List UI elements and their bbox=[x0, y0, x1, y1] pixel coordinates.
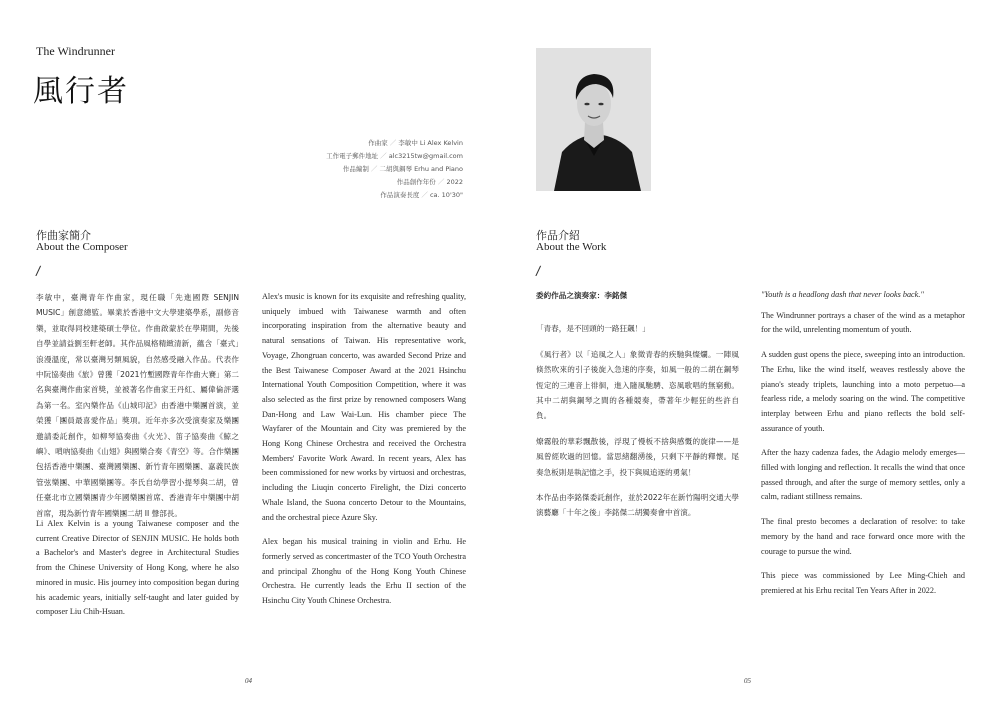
composer-en-paragraph-3: Alex began his musical training in violin and Erhu. He formerly served as concertmaster of the TCO Youth Orchestra and principal Zhonghu of the Hong Kong Youth Chinese Orchestra. He currently leads the Erhu II section of the Hsinchu City Youth Chinese Orchestra. bbox=[262, 537, 466, 606]
work-en-paragraph-1: The Windrunner portrays a chaser of the wind as a metaphor for the wild, unrelenting momentum of youth. bbox=[761, 310, 965, 335]
page-number-left: 04 bbox=[245, 677, 252, 685]
work-zh-quote: 「青春，是不回頭的一路狂飆！」 bbox=[536, 324, 650, 334]
composer-bio-en-part1 bbox=[36, 517, 239, 617]
work-en-paragraph-4: The final presto becomes a declaration of resolve: to take memory by the hand and race forward once more with the courage to pursue the wind. bbox=[761, 517, 965, 556]
work-en-paragraph-2: A sudden gust opens the piece, sweeping into an introduction. The Erhu, like the wind itself, weaves restlessly above the piano's steady triplets, launching into a moto perpetuo—a fearless ride, a melody soaring on the wind. The competitive interplay between Erhu and piano reflects the bold self-assurance of youth. bbox=[761, 350, 965, 433]
work-zh-paragraph-2: 燎霧般的華彩飄散後，浮現了慢板不捨與感慨的旋律——是風曾經吹過的回憶。當思緒翻湧後，只剩下平靜的釋懷。尾奏急板則是執記憶之手，投下與風追逐的勇氣！ bbox=[536, 436, 739, 477]
meta-instrumentation: 作品編制 ／ 二胡與鋼琴 Erhu and Piano bbox=[342, 165, 463, 173]
work-en-quote: "Youth is a headlong dash that never looks back." bbox=[761, 290, 924, 299]
page-number-right: 05 bbox=[744, 677, 751, 685]
work-en-paragraph-5: This piece was commissioned by Lee Ming-Chieh and premiered at his Erhu recital Ten Years After in 2022. bbox=[761, 571, 965, 595]
portrait-illustration bbox=[536, 48, 651, 191]
meta-composer: 作曲家 ／ 李敏中 Li Alex Kelvin bbox=[368, 139, 463, 147]
work-heading-zh: 作品介紹 bbox=[536, 229, 580, 242]
work-meta bbox=[300, 137, 463, 202]
composer-slash-mark: / bbox=[34, 263, 42, 280]
composer-heading-zh: 作曲家簡介 bbox=[36, 229, 91, 242]
work-zh-paragraph-3: 本作品由李銘傑委託創作，並於2022年在新竹陽明交通大學演藝廳「十年之後」李銘傑二胡獨奏會中首演。 bbox=[536, 493, 739, 518]
composer-zh-paragraph: 李敏中，臺灣青年作曲家，現任職「先進國際 SENJIN MUSIC」創意總監。畢業於香港中文大學建築學系，副修音樂，並取得同校建築碩士學位。作曲啟蒙於在學期間，先後自學並請益劉至軒老師。其作品風格精緻清新，蘊含「臺式」浪漫溫度，常以臺灣另類風貌，自然感受融入作品。代表作中阮協奏曲《旅》曾獲「2021竹塹國際青年作曲大賽」第二名與臺灣作曲家首獎，並被著名作曲家王丹紅、屬偉倫評選為第一名。室內樂作品《山城印記》由香港中樂團首演，並榮獲「團員最喜愛作品」獎項。近年亦多次受演奏家及樂團邀請委託創作，如柳琴協奏曲《火光》、笛子協奏曲《鯨之嶼》、嗩吶協奏曲《山翅》與國樂合奏《青空》等。合作樂團包括香港中樂團、臺灣國樂團、新竹青年國樂團、嘉義民族管弦樂團、中華國樂團等。李氏自幼學習小提琴與二胡，曾任臺北市立國樂團青少年國樂團首席、香港青年中樂團中胡首席，現為新竹青年國樂團二胡 II 聲部長。 bbox=[36, 293, 239, 518]
work-slash-mark: / bbox=[534, 263, 542, 280]
commission-line: 委約作品之演奏家：李銘傑 bbox=[536, 291, 628, 300]
composer-heading-en: About the Composer bbox=[36, 241, 128, 253]
title-zh: 風行者 bbox=[33, 74, 129, 109]
composer-bio-zh bbox=[36, 290, 239, 531]
work-description-en bbox=[761, 288, 965, 609]
meta-email: 工作電子郵件地址 ／ alc3215tw@gmail.com bbox=[326, 152, 463, 160]
meta-year: 作品創作年份 ／ 2022 bbox=[396, 178, 463, 186]
composer-en-paragraph-2: Alex's music is known for its exquisite and refreshing quality, uniquely imbued with Taiwanese warmth and often incorporating inspiration from the alternative beauty and natural sensations of Taiwan. His representative work, Voyage, Zhongruan concerto, was awarded Second Prize and the Best Taiwanese Composer Award at the 2021 Hsinchu International Youth Composition Competition, where it was also selected as the first prize by renowned composers Wang Dan-Hong and Law Wai-Lun. His chamber piece The Wayfarer of the Mountain and City was premiered by the Hong Kong Chinese Orchestra and received the Orchestra Members' Favorite Work Award. In recent years, Alex has been commissioned for new works by virtuosi and orchestras, including the Liuqin concerto Firelight, the Dizi concerto Whale Island, the Suona concerto Detour to the Mountains, and the orchestral piece Azure Sky. bbox=[262, 292, 466, 522]
composer-portrait bbox=[536, 48, 651, 191]
composer-en-paragraph-1: Li Alex Kelvin is a young Taiwanese composer and the current Creative Director of SENJIN MUSIC. He holds both a Bachelor's and Master's degree in Architectural Studies from the Chinese University of Hong Kong, where he also minored in music. His journey into composition began during his academic years, initially self-taught and later guided by composer Liu Chih-Hsuan. bbox=[36, 519, 239, 617]
composer-bio-en-part2 bbox=[262, 290, 466, 619]
work-heading-en: About the Work bbox=[536, 241, 607, 253]
meta-duration: 作品演奏長度 ／ ca. 10'30" bbox=[380, 191, 463, 199]
work-description-zh bbox=[536, 288, 739, 531]
title-en: The Windrunner bbox=[36, 44, 115, 58]
work-zh-paragraph-1: 《風行者》以「追風之人」象徵青春的疾馳與燦爛。一陣風倏然吹來的引子後旋入急速的序奏，如風一般的二胡在鋼琴恆定的三連音上徘徊，進入隨風馳騁、恣風歌唱的無窮動。其中二胡與鋼琴之間的各種競奏，帶著年少輕狂的些許自負。 bbox=[536, 349, 739, 421]
work-en-paragraph-3: After the hazy cadenza fades, the Adagio melody emerges—filled with longing and reflection. It recalls the wind that once passed through, and after the surge of memory settles, only a calm, radiant stillness remains. bbox=[761, 448, 965, 502]
